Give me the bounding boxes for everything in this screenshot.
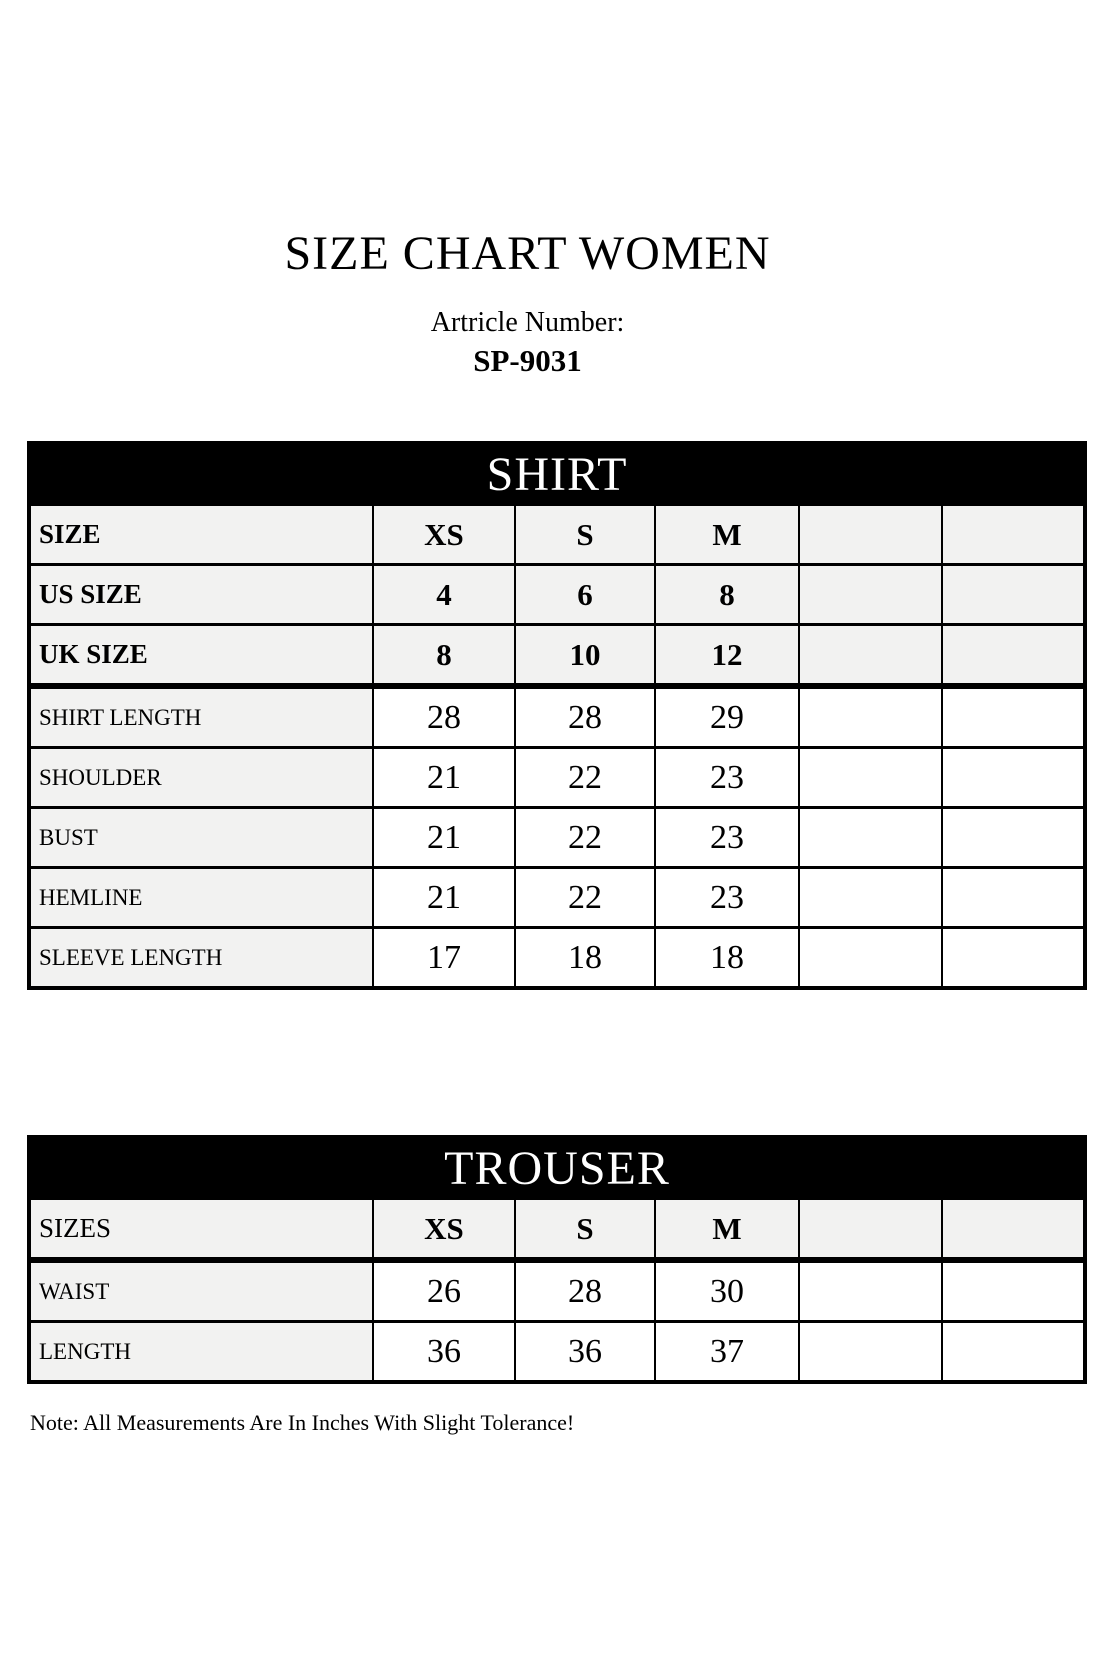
- value-cell: 29: [655, 686, 799, 748]
- value-cell: 28: [515, 1260, 655, 1322]
- value-cell: [799, 565, 942, 625]
- value-cell: 12: [655, 625, 799, 687]
- value-cell: 30: [655, 1260, 799, 1322]
- value-cell: [799, 868, 942, 928]
- value-cell: 6: [515, 565, 655, 625]
- row-label: SHIRT LENGTH: [29, 686, 373, 748]
- measurement-note: Note: All Measurements Are In Inches With Slight Tolerance!: [30, 1410, 575, 1435]
- value-cell: [799, 1260, 942, 1322]
- value-cell: M: [655, 505, 799, 565]
- shirt-table-row: [29, 748, 1085, 808]
- value-cell: [799, 1199, 942, 1261]
- article-number-label: Artricle Number:: [430, 307, 625, 338]
- trouser-table-row: [29, 1260, 1085, 1322]
- shirt-table-row: [29, 505, 1085, 565]
- value-cell: 8: [373, 625, 515, 687]
- row-label: HEMLINE: [29, 868, 373, 928]
- value-cell: [799, 928, 942, 989]
- value-cell: 22: [515, 748, 655, 808]
- trouser-table-row: [29, 1199, 1085, 1261]
- row-label: SIZES: [29, 1199, 373, 1261]
- value-cell: 18: [515, 928, 655, 989]
- row-label: LENGTH: [29, 1322, 373, 1383]
- row-label: WAIST: [29, 1260, 373, 1322]
- value-cell: XS: [373, 505, 515, 565]
- value-cell: [942, 625, 1085, 687]
- value-cell: 4: [373, 565, 515, 625]
- shirt-size-table: [27, 441, 1087, 990]
- value-cell: [942, 868, 1085, 928]
- value-cell: [942, 1260, 1085, 1322]
- value-cell: 28: [373, 686, 515, 748]
- value-cell: [942, 748, 1085, 808]
- shirt-table-row: [29, 565, 1085, 625]
- value-cell: 23: [655, 868, 799, 928]
- article-number-value: SP-9031: [473, 343, 582, 378]
- trouser-size-table: [27, 1135, 1087, 1384]
- value-cell: [799, 808, 942, 868]
- value-cell: 36: [515, 1322, 655, 1383]
- row-label: SIZE: [29, 505, 373, 565]
- trouser-table-title: TROUSER: [29, 1137, 1085, 1199]
- value-cell: S: [515, 505, 655, 565]
- value-cell: [942, 505, 1085, 565]
- value-cell: 18: [655, 928, 799, 989]
- value-cell: [799, 1322, 942, 1383]
- value-cell: 8: [655, 565, 799, 625]
- value-cell: [799, 505, 942, 565]
- row-label: UK SIZE: [29, 625, 373, 687]
- value-cell: [942, 686, 1085, 748]
- value-cell: [799, 625, 942, 687]
- value-cell: 23: [655, 808, 799, 868]
- value-cell: 21: [373, 868, 515, 928]
- shirt-table-row: [29, 625, 1085, 687]
- value-cell: [799, 748, 942, 808]
- value-cell: XS: [373, 1199, 515, 1261]
- value-cell: 21: [373, 748, 515, 808]
- value-cell: 37: [655, 1322, 799, 1383]
- shirt-table-row: [29, 686, 1085, 748]
- value-cell: [942, 808, 1085, 868]
- value-cell: 17: [373, 928, 515, 989]
- value-cell: 36: [373, 1322, 515, 1383]
- value-cell: [942, 1199, 1085, 1261]
- value-cell: [942, 565, 1085, 625]
- value-cell: S: [515, 1199, 655, 1261]
- row-label: SLEEVE LENGTH: [29, 928, 373, 989]
- value-cell: 23: [655, 748, 799, 808]
- shirt-table-row: [29, 928, 1085, 989]
- row-label: US SIZE: [29, 565, 373, 625]
- row-label: SHOULDER: [29, 748, 373, 808]
- value-cell: 22: [515, 868, 655, 928]
- shirt-table-row: [29, 868, 1085, 928]
- shirt-table-row: [29, 808, 1085, 868]
- value-cell: 22: [515, 808, 655, 868]
- page-title: SIZE CHART WOMEN: [284, 227, 771, 280]
- value-cell: 21: [373, 808, 515, 868]
- value-cell: [942, 928, 1085, 989]
- shirt-table-title: SHIRT: [29, 443, 1085, 505]
- value-cell: M: [655, 1199, 799, 1261]
- value-cell: [942, 1322, 1085, 1383]
- row-label: BUST: [29, 808, 373, 868]
- trouser-table-row: [29, 1322, 1085, 1383]
- value-cell: 26: [373, 1260, 515, 1322]
- value-cell: 28: [515, 686, 655, 748]
- value-cell: [799, 686, 942, 748]
- value-cell: 10: [515, 625, 655, 687]
